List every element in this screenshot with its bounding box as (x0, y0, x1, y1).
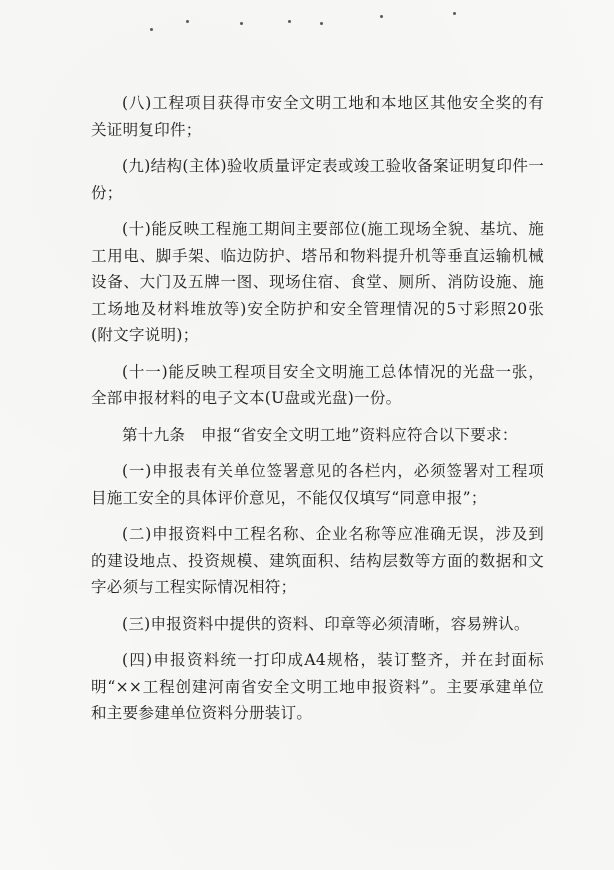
scan-speck (240, 22, 243, 25)
article-19-heading: 第十九条 申报“省安全文明工地”资料应符合以下要求： (122, 425, 518, 444)
requirement-item-4: (四)申报资料统一打印成A4规格，装订整齐，并在封面标明“××工程创建河南省安全文明工地申报资料”。主要承建单位和主要参建单位资料分册装订。 (91, 651, 544, 722)
scan-specks (0, 0, 614, 40)
requirement-item-1: (一)申报表有关单位签署意见的各栏内，必须签署对工程项目施工安全的具体评价意见，不能仅仅填写“同意申报”； (91, 462, 544, 507)
paragraph-item-9: (九)结构(主体)验收质量评定表或竣工验收备案证明复印件一份； (91, 157, 544, 202)
document-body (91, 90, 544, 737)
requirement-item-3: (三)申报资料中提供的资料、印章等必须清晰，容易辨认。 (122, 614, 530, 633)
scan-speck (288, 20, 291, 23)
scan-speck (453, 12, 456, 15)
scan-speck (380, 15, 383, 18)
paragraph-item-8: (八)工程项目获得市安全文明工地和本地区其他安全奖的有关证明复印件； (91, 94, 544, 139)
scan-speck (186, 20, 189, 23)
scan-speck (320, 22, 323, 25)
paragraph-item-10: (十)能反映工程施工期间主要部位(施工现场全貌、基坑、施工用电、脚手架、临边防护、塔吊和物料提升机等垂直运输机械设备、大门及五牌一图、现场住宿、食堂、厕所、消防设施、施工场地及材料堆放等)安全防护和安全管理情况的5寸彩照20张(附文字说明)； (91, 220, 544, 344)
paragraph-item-11: (十一)能反映工程项目安全文明施工总体情况的光盘一张，全部申报材料的电子文本(U盘或光盘)一份。 (91, 362, 544, 407)
requirement-item-2: (二)申报资料中工程名称、企业名称等应准确无误，涉及到的建设地点、投资规模、建筑面积、结构层数等方面的数据和文字必须与工程实际情况相符； (91, 525, 544, 596)
scan-speck (150, 28, 153, 31)
